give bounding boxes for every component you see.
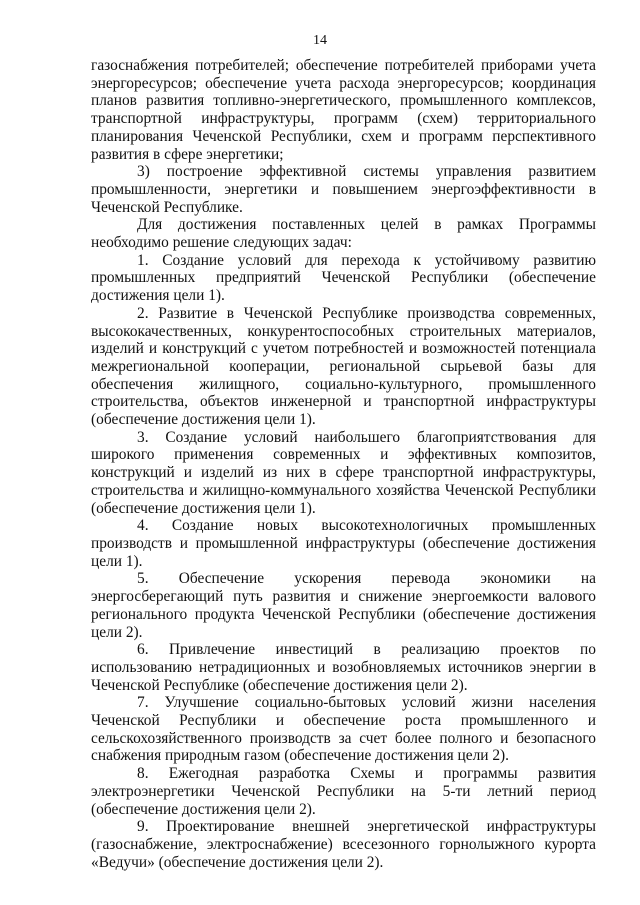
tasks-intro-paragraph: Для достижения поставленных целей в рамках Программы необходимо решение следующих задач: xyxy=(91,216,596,252)
task-item-8: 8. Ежегодная разработка Схемы и программы развития электроэнергетики Чеченской Республики на 5-ти летний период (обеспечение достижения цели 2). xyxy=(91,765,596,818)
document-body xyxy=(91,57,596,871)
task-item-2: 2. Развитие в Чеченской Республике производства современных, высококачественных, конкурентоспособных строительных материалов, изделий и конструкций с учетом потребностей и возможностей потенциала межрегиональной кооперации, региональной сырьевой базы для обеспечения жилищного, социально-культурного, промышленного строительства, объектов инженерной и транспортной инфраструктуры (обеспечение достижения цели 1). xyxy=(91,304,596,429)
task-item-6: 6. Привлечение инвестиций в реализацию проектов по использованию нетрадиционных и возобновляемых источников энергии в Чеченской Республике (обеспечение достижения цели 2). xyxy=(91,641,596,694)
task-item-4: 4. Создание новых высокотехнологичных промышленных производств и промышленной инфраструктуры (обеспечение достижения цели 1). xyxy=(91,517,596,570)
goal-3-paragraph: 3) построение эффективной системы управления развитием промышленности, энергетики и повышением энергоэффективности в Чеченской Республике. xyxy=(91,163,596,216)
task-item-9: 9. Проектирование внешней энергетической инфраструктуры (газоснабжение, электроснабжение) всесезонного горнолыжного курорта «Ведучи» (обеспечение достижения цели 2). xyxy=(91,818,596,871)
task-item-7: 7. Улучшение социально-бытовых условий жизни населения Чеченской Республики и обеспечение роста промышленного и сельскохозяйственного производств за счет более полного и безопасного снабжения природным газом (обеспечение достижения цели 2). xyxy=(91,694,596,765)
intro-paragraph: газоснабжения потребителей; обеспечение потребителей приборами учета энергоресурсов; обеспечение учета расхода энергоресурсов; координация планов развития топливно-энергетического, промышленного комплексов, транспортной инфраструктуры, программ (схем) территориального планирования Чеченской Республики, схем и программ перспективного развития в сфере энергетики; xyxy=(91,57,596,163)
page-number: 14 xyxy=(313,33,327,48)
task-item-5: 5. Обеспечение ускорения перевода экономики на энергосберегающий путь развития и снижение энергоемкости валового регионального продукта Чеченской Республики (обеспечение достижения цели 2). xyxy=(91,570,596,641)
task-item-3: 3. Создание условий наибольшего благоприятствования для широкого применения современных и эффективных композитов, конструкций и изделий из них в сфере транспортной инфраструктуры, строительства и жилищно-коммунального хозяйства Чеченской Республики (обеспечение достижения цели 1). xyxy=(91,428,596,517)
task-item-1: 1. Создание условий для перехода к устойчивому развитию промышленных предприятий Чеченской Республики (обеспечение достижения цели 1). xyxy=(91,251,596,305)
